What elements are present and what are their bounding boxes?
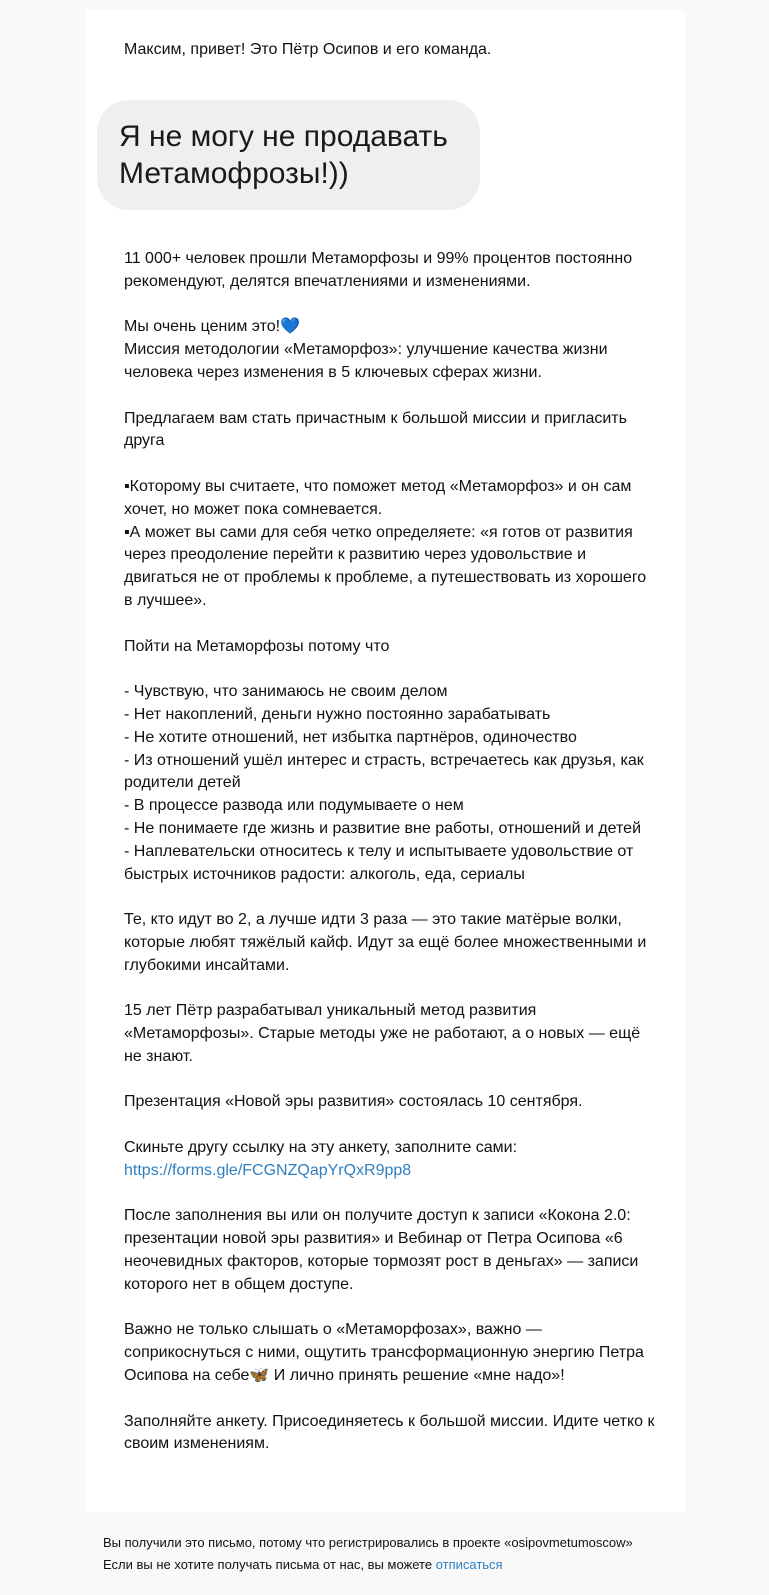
footer-unsubscribe-line bbox=[103, 1554, 633, 1576]
reasons-list: - Чувствую, что занимаюсь не своим делом - Нет накоплений, деньги нужно постоянно зарабатывать - Не хотите отношений, нет избытка партнёров, одиночество - Из отношений ушёл интерес и страсть, встречаетесь как друзья, как родители детей - В процессе развода или подумываете о нем - Не понимаете где жизнь и развитие вне работы, отношений и детей - Наплевательски относитесь к телу и испытываете удовольствие от быстрых источников радости: алкоголь, еда, сериалы bbox=[124, 683, 644, 883]
paragraph: 11 000+ человек прошли Метаморфозы и 99% процентов постоянно рекомендуют, делятся впечатлениями и изменениями. bbox=[124, 250, 633, 290]
paragraph: Презентация «Новой эры развития» состоялась 10 сентября. bbox=[124, 1093, 583, 1111]
paragraph: Важно не только слышать о «Метаморфозах», важно — соприкоснуться с ними, ощутить трансформационную энергию Петра Осипова на себе🦋 И лично принять решение «мне надо»! bbox=[124, 1321, 644, 1385]
paragraph: Заполняйте анкету. Присоединяетесь к большой миссии. Идите четко к своим изменениям. bbox=[124, 1412, 655, 1453]
email-footer bbox=[103, 1532, 633, 1576]
share-paragraph bbox=[124, 1137, 659, 1183]
email-card bbox=[86, 10, 685, 1512]
paragraph: После заполнения вы или он получите доступ к записи «Кокона 2.0: презентации новой эры развития» и Вебинар от Петра Осипова «6 неочевидных факторов, которые тормозят рост в деньгах» — записи которого нет в общем доступе. bbox=[124, 1207, 639, 1293]
footer-unsubscribe-prefix: Если вы не хотите получать письма от нас, вы можете bbox=[103, 1557, 436, 1572]
paragraph: Предлагаем вам стать причастным к большой миссии и пригласить друга bbox=[124, 409, 627, 450]
greeting-text: Максим, привет! Это Пётр Осипов и его команда. bbox=[124, 41, 492, 58]
unsubscribe-link[interactable]: отписаться bbox=[435, 1557, 503, 1572]
form-link[interactable]: https://forms.gle/FCGNZQapYrQxR9pp8 bbox=[124, 1161, 412, 1179]
paragraph: 15 лет Пётр разрабатывал уникальный метод развития «Метаморфозы». Старые методы уже не работают, а о новых — ещё не знают. bbox=[124, 1002, 641, 1065]
email-body bbox=[124, 248, 659, 1479]
paragraph: Мы очень ценим это!💙 Миссия методологии «Метаморфоз»: улучшение качества жизни человека через изменения в 5 ключевых сферах жизни. bbox=[124, 318, 608, 381]
paragraph: Те, кто идут во 2, а лучше идти 3 раза — это такие матёрые волки, которые любят тяжёлый кайф. Идут за ещё более множественными и глубокими инсайтами. bbox=[124, 911, 647, 974]
share-text: Скиньте другу ссылку на эту анкету, заполните сами: bbox=[124, 1139, 518, 1157]
headline-bubble bbox=[97, 100, 480, 210]
headline-bubble-text: Я не могу не продавать Метамофрозы!)) bbox=[119, 120, 448, 190]
paragraph: Пойти на Метаморфозы потому что bbox=[124, 637, 390, 655]
paragraph: ▪Которому вы считаете, что поможет метод «Метаморфоз» и он сам хочет, но может пока сомневается. ▪А может вы сами для себя четко определяете: «я готов от развития через преодоление перейти к развитию через удовольствие и двигаться не от проблемы к проблеме, а путешествовать из хорошего в лучшее». bbox=[124, 477, 647, 609]
footer-reason-text: Вы получили это письмо, потому что регистрировались в проекте «osipovmetumoscow» bbox=[103, 1535, 633, 1550]
